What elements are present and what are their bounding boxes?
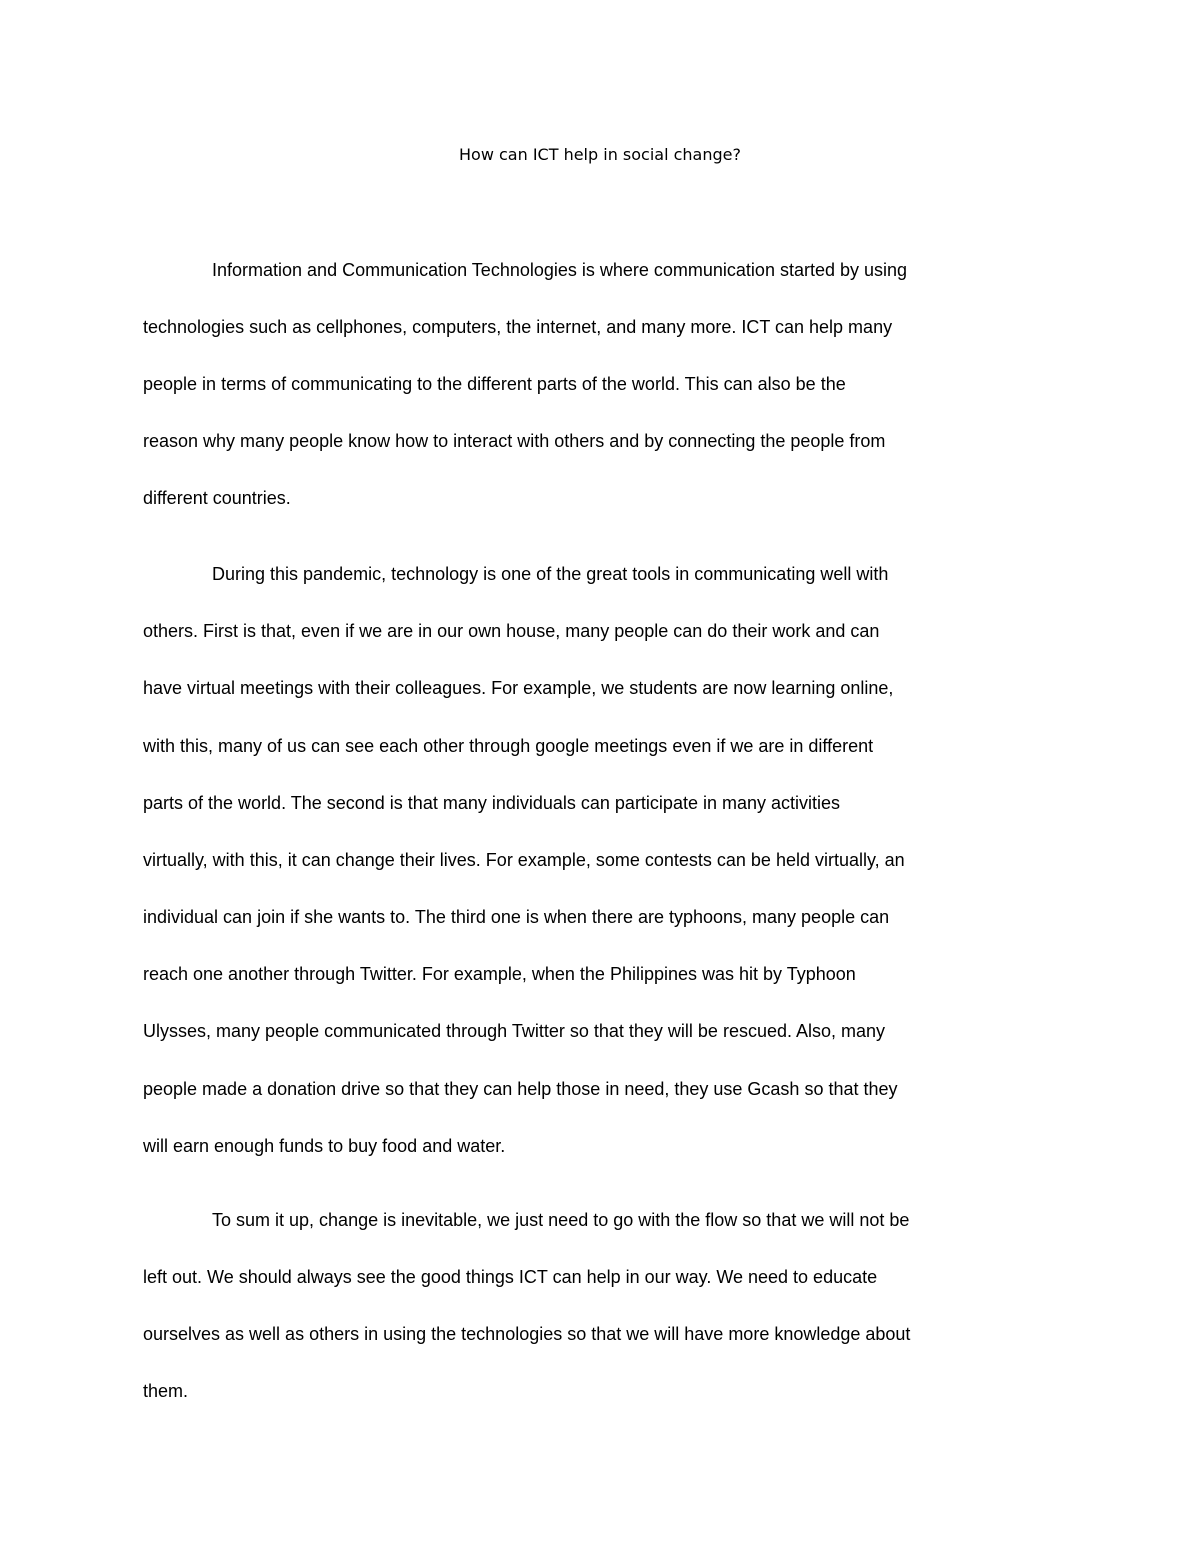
text-line: reach one another through Twitter. For example, when the Philippines was hit by Typhoon: [143, 964, 856, 984]
text-line: To sum it up, change is inevitable, we just need to go with the flow so that we will not be: [212, 1210, 910, 1230]
text-line: with this, many of us can see each other through google meetings even if we are in different: [143, 736, 874, 756]
text-line: technologies such as cellphones, computers, the internet, and many more. ICT can help many: [143, 317, 893, 337]
text-line: virtually, with this, it can change their lives. For example, some contests can be held virtually, an: [143, 850, 905, 870]
text-line: people in terms of communicating to the different parts of the world. This can also be the: [143, 374, 846, 394]
text-line: them.: [143, 1381, 189, 1401]
text-line: reason why many people know how to interact with others and by connecting the people from: [143, 431, 886, 451]
text-line: others. First is that, even if we are in our own house, many people can do their work and can: [143, 621, 880, 641]
text-line: ourselves as well as others in using the technologies so that we will have more knowledge about: [143, 1324, 911, 1344]
text-line: parts of the world. The second is that many individuals can participate in many activities: [143, 793, 841, 813]
text-line: different countries.: [143, 488, 291, 508]
text-line: During this pandemic, technology is one of the great tools in communicating well with: [212, 564, 889, 584]
text-line: Information and Communication Technologies is where communication started by using: [212, 260, 908, 280]
text-line: individual can join if she wants to. The third one is when there are typhoons, many people can: [143, 907, 890, 927]
text-line: Ulysses, many people communicated through Twitter so that they will be rescued. Also, many: [143, 1021, 886, 1041]
text-line: left out. We should always see the good things ICT can help in our way. We need to educate: [143, 1267, 878, 1287]
text-line: will earn enough funds to buy food and water.: [143, 1136, 506, 1156]
text-line: have virtual meetings with their colleagues. For example, we students are now learning online,: [143, 678, 894, 698]
document-title: How can ICT help in social change?: [459, 145, 741, 164]
text-line: people made a donation drive so that they can help those in need, they use Gcash so that they: [143, 1079, 898, 1099]
